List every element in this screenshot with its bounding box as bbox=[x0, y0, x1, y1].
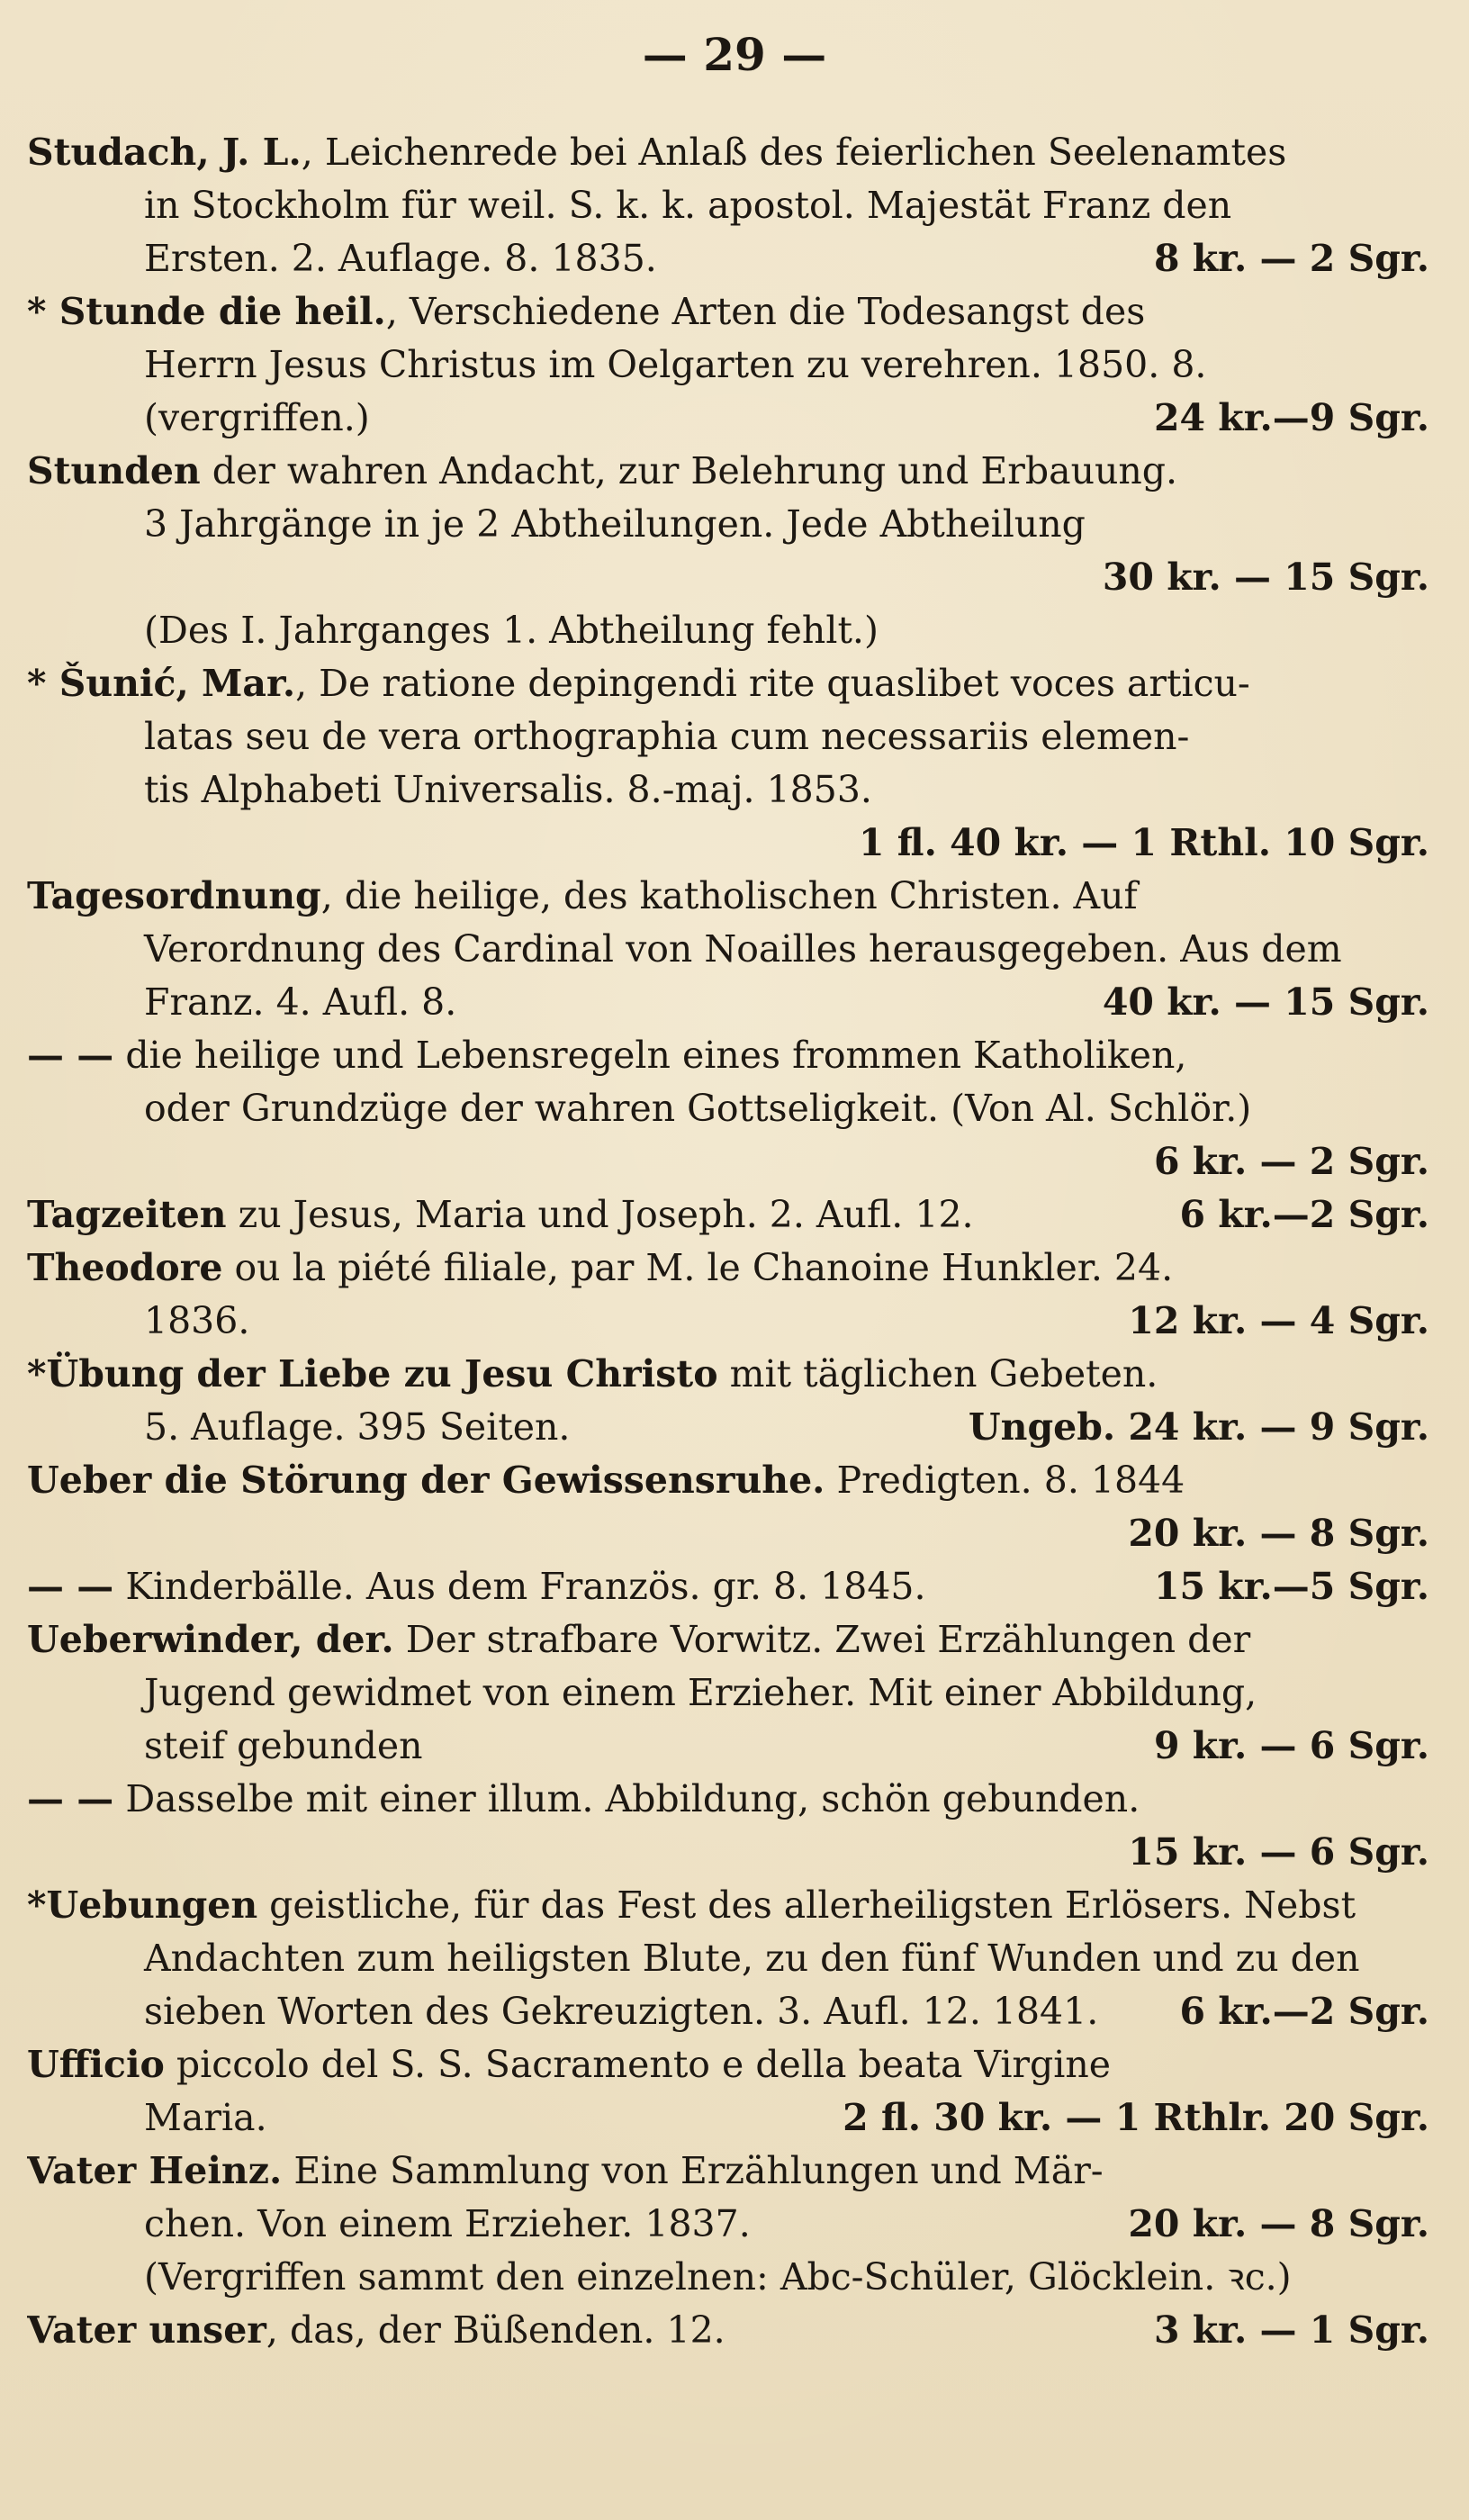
entry-line bbox=[27, 1826, 1431, 1879]
entry-line bbox=[27, 1295, 1431, 1348]
entry-text: piccolo del S. S. Sacramento e della beata Virgine bbox=[164, 2043, 1112, 2086]
entry-price: 15 kr. — 6 Sgr. bbox=[1128, 1830, 1429, 1874]
catalog-entry bbox=[27, 1613, 1431, 1773]
entry-text: oder Grundzüge der wahren Gottseligkeit. (Von Al. Schlör.) bbox=[144, 1087, 1252, 1130]
entry-text: Eine Sammlung von Erzählungen und Mär- bbox=[282, 2149, 1104, 2192]
entry-text: Ersten. 2. Auflage. 8. 1835. bbox=[144, 237, 657, 280]
entry-line bbox=[27, 1932, 1431, 1985]
catalog-entry bbox=[27, 1879, 1431, 2038]
entry-text: (Des I. Jahrganges 1. Abtheilung fehlt.) bbox=[144, 609, 879, 652]
catalog-entry bbox=[27, 870, 1431, 1029]
entry-line bbox=[27, 339, 1431, 392]
page-number: — 29 — bbox=[642, 28, 827, 81]
entry-line bbox=[27, 2145, 1431, 2198]
entry-title: Tagzeiten bbox=[27, 1193, 227, 1236]
entry-text: (vergriffen.) bbox=[144, 396, 370, 439]
catalog-entry-list bbox=[27, 126, 1431, 2357]
entry-price: 30 kr. — 15 Sgr. bbox=[1102, 555, 1429, 599]
entry-title: Stunden bbox=[27, 449, 201, 492]
entry-text: , Verschiedene Arten die Todesangst des bbox=[385, 290, 1146, 333]
entry-line bbox=[27, 1188, 1431, 1242]
entry-line bbox=[27, 976, 1431, 1029]
entry-title: Vater Heinz. bbox=[27, 2149, 283, 2192]
entry-text: tis Alphabeti Universalis. 8.-maj. 1853. bbox=[144, 768, 872, 811]
entry-text: Jugend gewidmet von einem Erzieher. Mit einer Abbildung, bbox=[144, 1671, 1257, 1714]
entry-line bbox=[27, 2038, 1431, 2091]
catalog-entry bbox=[27, 2038, 1431, 2145]
entry-price: 15 kr.—5 Sgr. bbox=[1153, 1565, 1429, 1608]
entry-line bbox=[27, 445, 1431, 498]
entry-line bbox=[27, 923, 1431, 976]
entry-title: Studach, J. L. bbox=[27, 131, 302, 174]
entry-title: * Stunde die heil. bbox=[27, 290, 386, 333]
catalog-entry bbox=[27, 657, 1431, 870]
entry-price: 40 kr. — 15 Sgr. bbox=[1102, 980, 1429, 1024]
entry-line bbox=[27, 551, 1431, 604]
entry-line bbox=[27, 2304, 1431, 2357]
entry-text: 3 Jahrgänge in je 2 Abtheilungen. Jede Abtheilung bbox=[144, 502, 1086, 546]
entry-price: 6 kr.—2 Sgr. bbox=[1179, 1193, 1429, 1236]
entry-text: Herrn Jesus Christus im Oelgarten zu verehren. 1850. 8. bbox=[144, 343, 1207, 386]
entry-text: Franz. 4. Aufl. 8. bbox=[144, 980, 457, 1024]
entry-price: 6 kr.—2 Sgr. bbox=[1179, 1990, 1429, 2033]
entry-line bbox=[27, 1082, 1431, 1135]
entry-text: zu Jesus, Maria und Joseph. 2. Aufl. 12. bbox=[226, 1193, 974, 1236]
entry-line bbox=[27, 1879, 1431, 1932]
entry-text: , De ratione depingendi rite quaslibet voces articu- bbox=[295, 662, 1250, 705]
catalog-entry bbox=[27, 1242, 1431, 1348]
entry-text: , Leichenrede bei Anlaß des feierlichen Seelenamtes bbox=[301, 131, 1287, 174]
entry-line bbox=[27, 763, 1431, 817]
entry-title: *Übung der Liebe zu Jesu Christo bbox=[27, 1352, 718, 1395]
entry-text: latas seu de vera orthographia cum necessariis elemen- bbox=[144, 715, 1190, 758]
entry-price: 9 kr. — 6 Sgr. bbox=[1153, 1724, 1429, 1767]
entry-line bbox=[27, 657, 1431, 710]
entry-line bbox=[27, 232, 1431, 285]
entry-line bbox=[27, 1720, 1431, 1773]
entry-price: 2 fl. 30 kr. — 1 Rthlr. 20 Sgr. bbox=[843, 2096, 1429, 2139]
entry-title: — — bbox=[27, 1777, 114, 1820]
entry-line bbox=[27, 2251, 1431, 2304]
entry-line bbox=[27, 1029, 1431, 1082]
entry-text: Predigten. 8. 1844 bbox=[825, 1459, 1185, 1502]
entry-text: ou la piété filiale, par M. le Chanoine Hunkler. 24. bbox=[222, 1246, 1174, 1289]
entry-line bbox=[27, 710, 1431, 763]
catalog-entry bbox=[27, 2145, 1431, 2304]
catalog-entry bbox=[27, 126, 1431, 285]
entry-text: , die heilige, des katholischen Christen. Auf bbox=[320, 874, 1138, 917]
entry-price: 20 kr. — 8 Sgr. bbox=[1128, 2202, 1429, 2245]
entry-text: Verordnung des Cardinal von Noailles herausgegeben. Aus dem bbox=[144, 927, 1342, 971]
entry-line bbox=[27, 1348, 1431, 1401]
entry-title: Ufficio bbox=[27, 2043, 165, 2086]
entry-line bbox=[27, 179, 1431, 232]
catalog-entry bbox=[27, 1188, 1431, 1242]
entry-line bbox=[27, 1135, 1431, 1188]
entry-line bbox=[27, 126, 1431, 179]
entry-title: — — bbox=[27, 1565, 114, 1608]
entry-line bbox=[27, 1666, 1431, 1720]
entry-title: Ueber die Störung der Gewissensruhe. bbox=[27, 1459, 825, 1502]
entry-price: 24 kr.—9 Sgr. bbox=[1153, 396, 1429, 439]
entry-title: Vater unser bbox=[27, 2308, 266, 2352]
entry-text: , das, der Büßenden. 12. bbox=[266, 2308, 725, 2352]
entry-line bbox=[27, 2198, 1431, 2251]
entry-price: Ungeb. 24 kr. — 9 Sgr. bbox=[968, 1405, 1429, 1449]
catalog-entry bbox=[27, 2304, 1431, 2357]
catalog-entry bbox=[27, 1773, 1431, 1879]
entry-text: 1836. bbox=[144, 1299, 250, 1342]
entry-price: 20 kr. — 8 Sgr. bbox=[1128, 1512, 1429, 1555]
entry-title: — — bbox=[27, 1034, 114, 1077]
entry-line bbox=[27, 2091, 1431, 2145]
entry-line bbox=[27, 817, 1431, 870]
catalog-entry bbox=[27, 285, 1431, 445]
entry-text: Andachten zum heiligsten Blute, zu den fünf Wunden und zu den bbox=[144, 1937, 1360, 1980]
entry-title: * Šunić, Mar. bbox=[27, 662, 296, 705]
catalog-entry bbox=[27, 1454, 1431, 1560]
entry-line bbox=[27, 1773, 1431, 1826]
entry-title: Ueberwinder, der. bbox=[27, 1618, 394, 1661]
entry-line bbox=[27, 1454, 1431, 1507]
entry-text: geistliche, für das Fest des allerheiligsten Erlösers. Nebst bbox=[257, 1883, 1356, 1927]
entry-text: mit täglichen Gebeten. bbox=[717, 1352, 1158, 1395]
entry-text: Maria. bbox=[144, 2096, 267, 2139]
entry-price: 8 kr. — 2 Sgr. bbox=[1153, 237, 1429, 280]
entry-text: sieben Worten des Gekreuzigten. 3. Aufl. 12. 1841. bbox=[144, 1990, 1099, 2033]
catalog-entry bbox=[27, 445, 1431, 657]
entry-title: *Uebungen bbox=[27, 1883, 258, 1927]
entry-line bbox=[27, 285, 1431, 339]
entry-text: Der strafbare Vorwitz. Zwei Erzählungen der bbox=[393, 1618, 1251, 1661]
catalog-entry bbox=[27, 1560, 1431, 1613]
entry-line bbox=[27, 498, 1431, 551]
entry-text: Dasselbe mit einer illum. Abbildung, schön gebunden. bbox=[113, 1777, 1140, 1820]
entry-line bbox=[27, 392, 1431, 445]
catalog-entry bbox=[27, 1348, 1431, 1454]
entry-text: der wahren Andacht, zur Belehrung und Erbauung. bbox=[200, 449, 1178, 492]
entry-line bbox=[27, 1613, 1431, 1666]
entry-line bbox=[27, 870, 1431, 923]
entry-line bbox=[27, 1985, 1431, 2038]
entry-line bbox=[27, 604, 1431, 657]
entry-price: 12 kr. — 4 Sgr. bbox=[1128, 1299, 1429, 1342]
entry-line bbox=[27, 1560, 1431, 1613]
entry-line bbox=[27, 1507, 1431, 1560]
entry-title: Theodore bbox=[27, 1246, 223, 1289]
entry-text: 5. Auflage. 395 Seiten. bbox=[144, 1405, 571, 1449]
entry-text: Kinderbälle. Aus dem Französ. gr. 8. 1845. bbox=[113, 1565, 926, 1608]
entry-text: chen. Von einem Erzieher. 1837. bbox=[144, 2202, 751, 2245]
entry-price: 6 kr. — 2 Sgr. bbox=[1153, 1140, 1429, 1183]
entry-text: in Stockholm für weil. S. k. k. apostol. Majestät Franz den bbox=[144, 184, 1232, 227]
entry-price: 1 fl. 40 kr. — 1 Rthl. 10 Sgr. bbox=[858, 821, 1429, 864]
entry-text: (Vergriffen sammt den einzelnen: Abc-Schüler, Glöcklein. ꝛc.) bbox=[144, 2255, 1292, 2299]
entry-line bbox=[27, 1401, 1431, 1454]
entry-line bbox=[27, 1242, 1431, 1295]
catalog-entry bbox=[27, 1029, 1431, 1188]
entry-price: 3 kr. — 1 Sgr. bbox=[1153, 2308, 1429, 2352]
entry-text: die heilige und Lebensregeln eines frommen Katholiken, bbox=[113, 1034, 1187, 1077]
entry-title: Tagesordnung bbox=[27, 874, 321, 917]
entry-text: steif gebunden bbox=[144, 1724, 423, 1767]
